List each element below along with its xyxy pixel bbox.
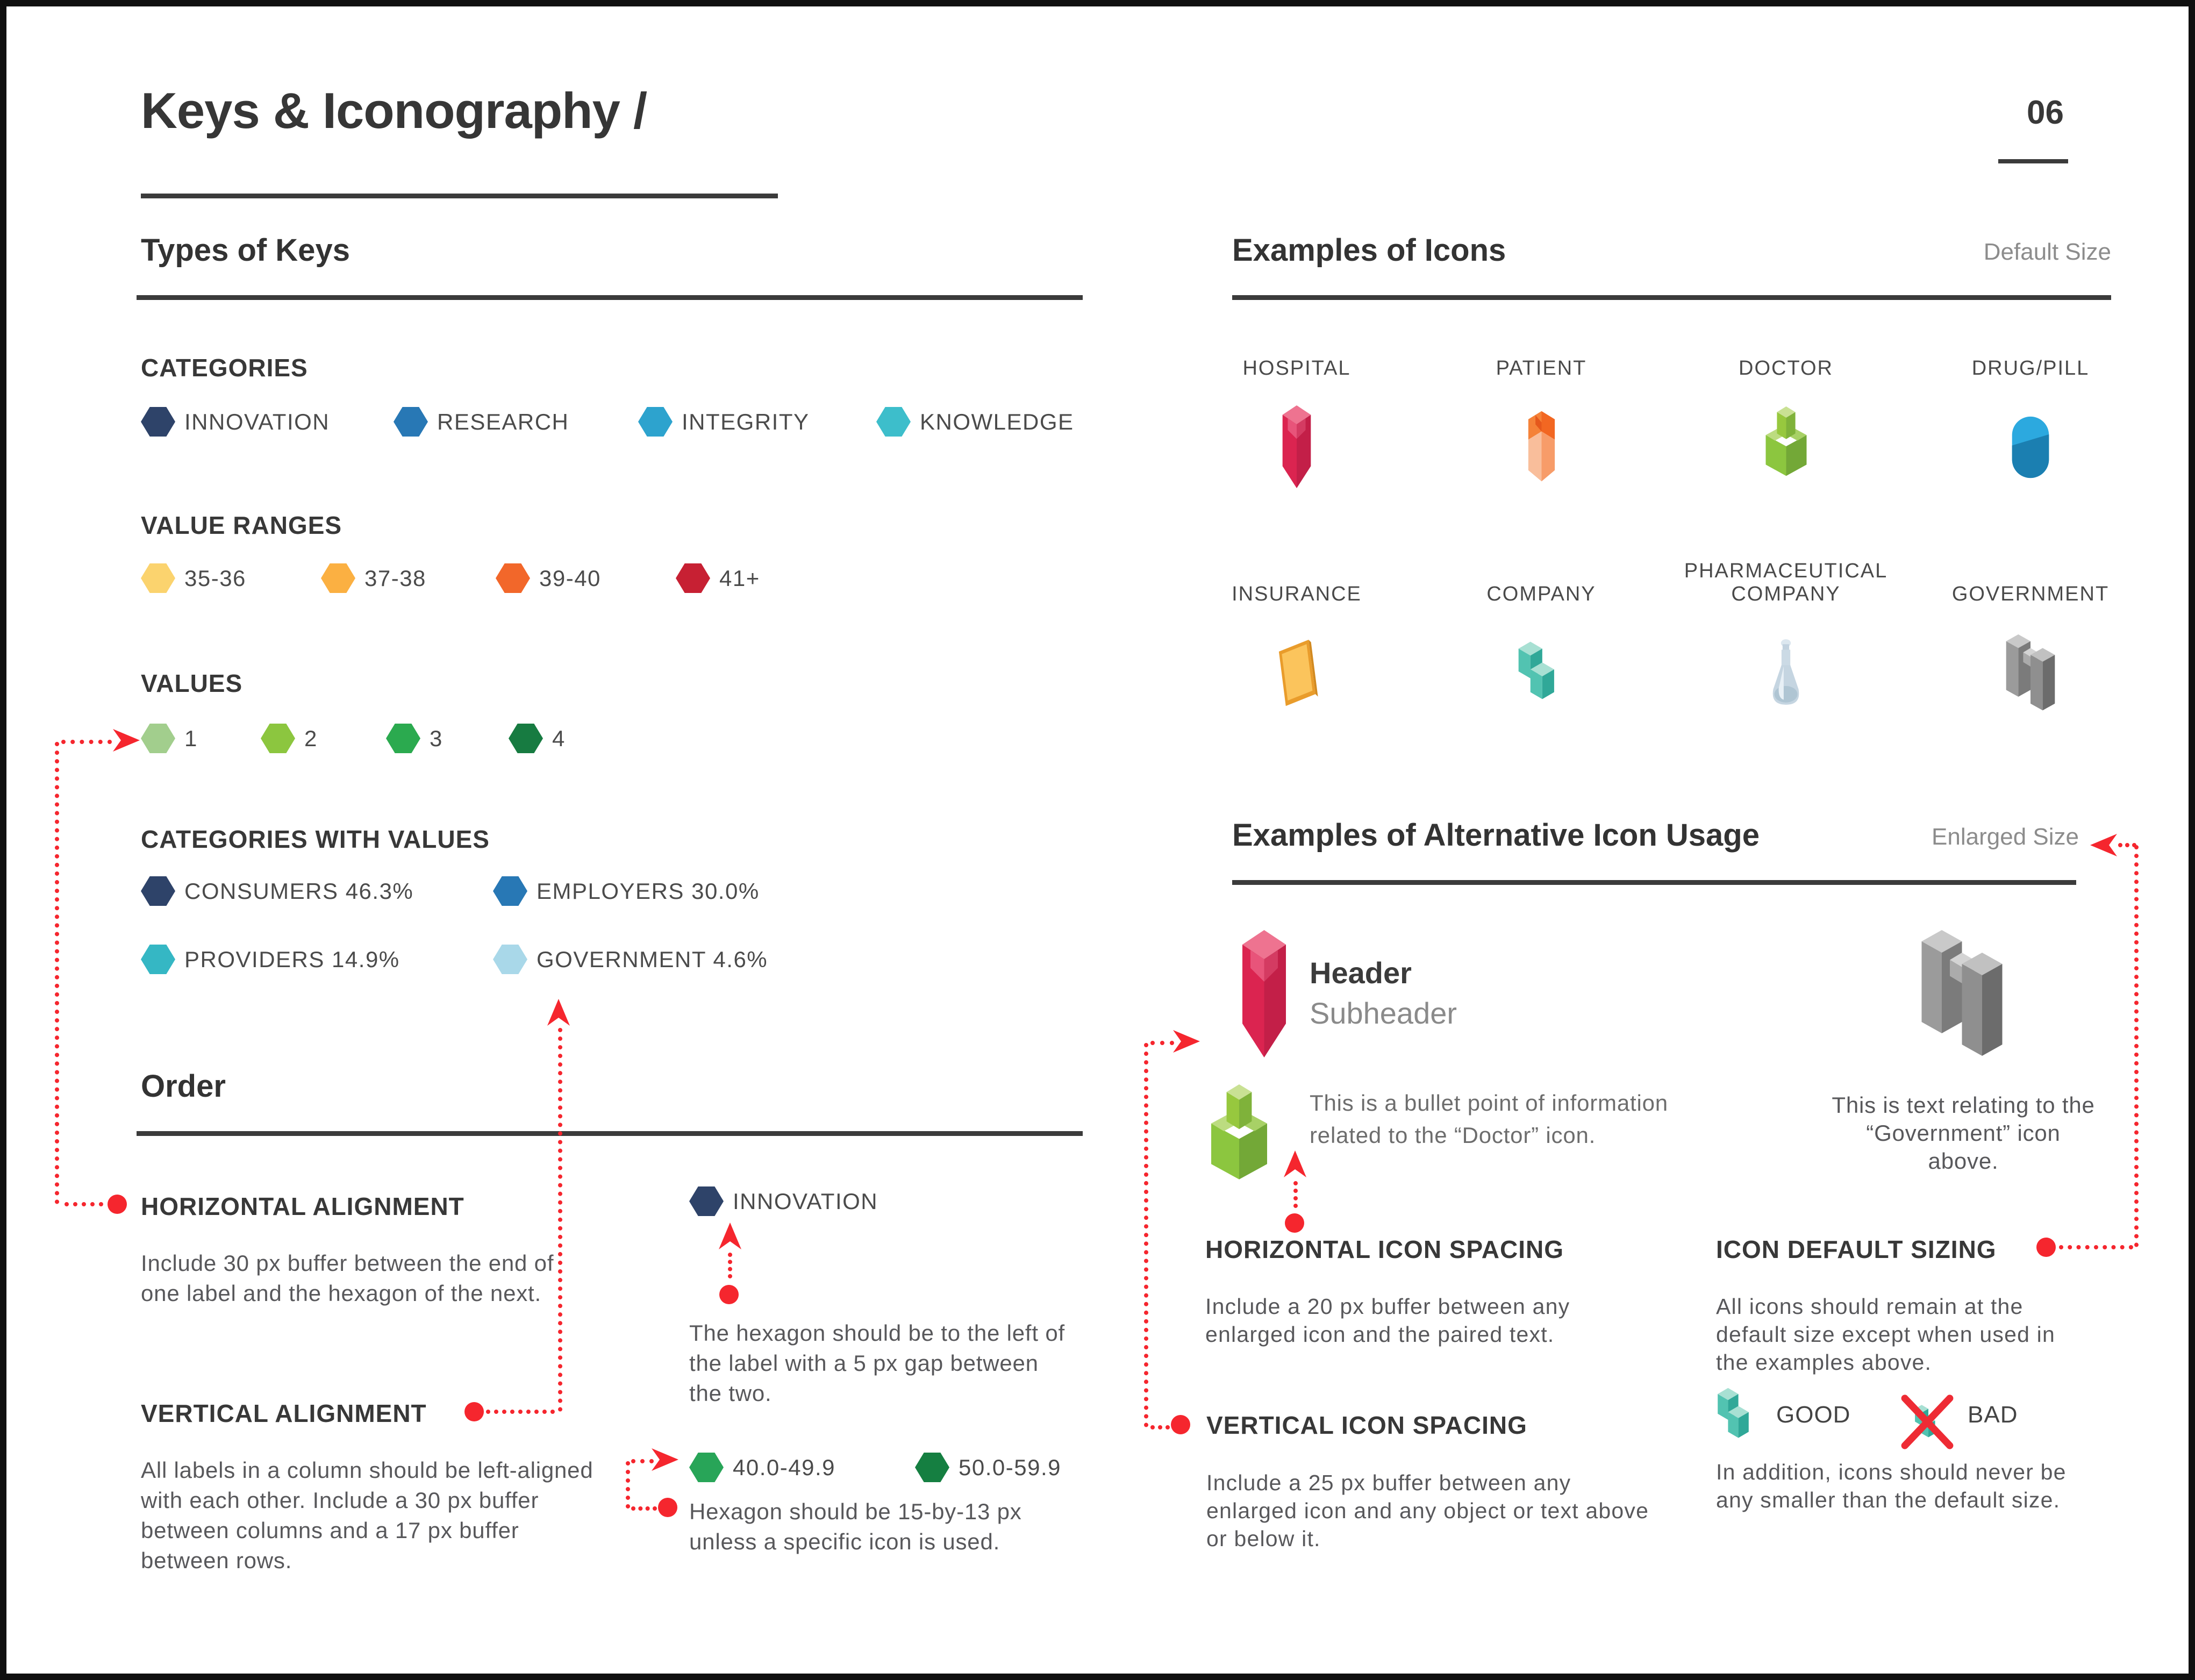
icon-cell-company [1423, 544, 1660, 740]
vertical-icon-spacing-body: Include a 25 px buffer between any enlarged icon and any object or text above or below it. [1206, 1470, 1649, 1551]
dotted-connector [558, 1028, 562, 1412]
government-icon-enlarged [1918, 930, 2006, 1062]
categories-with-values-label: CATEGORIES WITH VALUES [141, 825, 490, 853]
key-label: 40.0-49.9 [733, 1454, 835, 1480]
order-rule [137, 1131, 1083, 1136]
arrow-up-icon [547, 999, 570, 1026]
connector-dot [108, 1195, 127, 1214]
bad-label: BAD [1968, 1402, 2018, 1428]
vertical-alignment-heading: VERTICAL ALIGNMENT [141, 1399, 427, 1427]
connector-dot [2036, 1238, 2056, 1257]
horizontal-alignment-heading: HORIZONTAL ALIGNMENT [141, 1192, 464, 1220]
hexagon-swatch [141, 945, 175, 974]
dotted-connector [1150, 1041, 1174, 1045]
dotted-connector [486, 1410, 555, 1414]
dotted-connector [728, 1253, 732, 1278]
vertical-icon-spacing-heading: VERTICAL ICON SPACING [1206, 1411, 1527, 1439]
icon-label: PHARMACEUTICAL COMPANY [1684, 560, 1888, 605]
icon-label: GOVERNMENT [1951, 583, 2110, 605]
key-label: 3 [430, 725, 443, 751]
key-label: 1 [184, 725, 198, 751]
icon-default-sizing-heading: ICON DEFAULT SIZING [1716, 1235, 1997, 1263]
key-label: CONSUMERS 46.3% [184, 878, 414, 904]
arrow-right-icon [652, 1448, 678, 1471]
hospital-icon-enlarged [1228, 930, 1300, 1062]
key-range-41plus [676, 563, 760, 593]
good-label: GOOD [1776, 1402, 1851, 1428]
key-value-3 [386, 724, 443, 753]
icon-cell-drug-pill [1912, 348, 2149, 514]
hexagon-swatch [261, 724, 295, 753]
hexagon-swatch [493, 876, 527, 906]
icon-cell-pharmaceutical [1668, 544, 1904, 740]
hexagon-swatch [509, 724, 543, 753]
key-research [394, 407, 569, 437]
doctor-icon [1761, 380, 1812, 514]
hospital-icon [1273, 380, 1320, 514]
hexagon-swatch [915, 1453, 949, 1482]
hexagon-swatch [493, 945, 527, 974]
hexagon-swatch [496, 563, 530, 593]
hexagon-swatch [141, 724, 175, 753]
key-label: 50.0-59.9 [959, 1454, 1061, 1480]
hexagon-swatch [676, 563, 710, 593]
bad-cross-icon [1898, 1392, 1957, 1454]
key-consumers [141, 876, 413, 906]
hexagon-swatch [876, 407, 911, 437]
patient-icon [1516, 380, 1567, 514]
dotted-connector [2118, 843, 2136, 847]
hexagon-swatch [638, 407, 673, 437]
horizontal-alignment-body: Include 30 px buffer between the end of one label and the hexagon of the next. [141, 1250, 554, 1306]
drug-pill-icon [2009, 380, 2052, 514]
examples-of-icons-title: Examples of Icons [1232, 233, 1506, 268]
hexagon-example [689, 1186, 878, 1216]
order-title: Order [141, 1069, 226, 1104]
alt-usage-rule [1232, 880, 2076, 885]
icons-rule [1232, 295, 2111, 300]
key-value-2 [261, 724, 318, 753]
key-innovation [141, 407, 330, 437]
key-value-1 [141, 724, 198, 753]
doctor-icon-enlarged [1204, 1084, 1274, 1199]
icon-label: COMPANY [1486, 583, 1596, 605]
types-of-keys-title: Types of Keys [141, 233, 350, 268]
connector-dot [1171, 1415, 1190, 1434]
page-title: Keys & Iconography / [141, 82, 647, 139]
icon-default-sizing-body: All icons should remain at the default size except when used in the examples above. [1716, 1294, 2055, 1375]
icon-label: DOCTOR [1739, 357, 1833, 380]
types-of-keys-rule [137, 295, 1083, 300]
key-providers [141, 945, 400, 974]
hexagon-swatch [141, 876, 175, 906]
key-label: 4 [552, 725, 566, 751]
government-note: This is text relating to the “Government” icon above. [1832, 1092, 2095, 1174]
icon-cell-doctor [1668, 348, 1904, 514]
key-label: 2 [304, 725, 318, 751]
icon-cell-insurance [1178, 544, 1415, 740]
arrow-up-icon [719, 1223, 741, 1249]
icon-label: HOSPITAL [1242, 357, 1351, 380]
page-number-underline [1998, 159, 2068, 163]
connector-dot [719, 1285, 739, 1304]
insurance-icon [1272, 606, 1321, 740]
hexagon-swatch [394, 407, 428, 437]
hexagon-swatch [321, 563, 355, 593]
key-label: INNOVATION [733, 1188, 878, 1214]
arrow-right-icon [113, 729, 140, 752]
hexagon-swatch [689, 1186, 724, 1216]
key-range-50-59 [915, 1453, 1061, 1482]
icon-label: DRUG/PILL [1971, 357, 2090, 380]
key-label: 37-38 [364, 565, 426, 591]
icon-label: PATIENT [1496, 357, 1587, 380]
example-subheader: Subheader [1310, 996, 1457, 1030]
key-range-35-36 [141, 563, 246, 593]
connector-dot [464, 1402, 484, 1421]
categories-label: CATEGORIES [141, 354, 308, 382]
hexagon-swatch [386, 724, 420, 753]
key-range-40-49 [689, 1453, 835, 1482]
example-header: Header [1310, 956, 1412, 990]
key-government [493, 945, 768, 974]
key-label: RESEARCH [437, 409, 569, 434]
ranges-note: Hexagon should be 15-by-13 px unless a specific icon is used. [689, 1499, 1022, 1554]
icon-label: INSURANCE [1232, 583, 1362, 605]
arrow-left-icon [2090, 834, 2117, 856]
vertical-alignment-body: All labels in a column should be left-aligned with each other. Include a 30 px buffer between columns and a 17 px buffer between rows. [141, 1457, 594, 1573]
horizontal-icon-spacing-heading: HORIZONTAL ICON SPACING [1205, 1235, 1564, 1263]
icon-cell-hospital [1178, 348, 1415, 514]
arrow-up-icon [1284, 1150, 1306, 1177]
title-underline [141, 194, 778, 198]
connector-dot [658, 1498, 677, 1517]
company-icon [1517, 606, 1566, 740]
value-ranges-label: VALUE RANGES [141, 511, 342, 539]
dotted-connector [61, 740, 112, 744]
values-label: VALUES [141, 669, 243, 697]
dotted-connector [1150, 1425, 1170, 1429]
icon-cell-patient [1423, 348, 1660, 514]
key-label: GOVERNMENT 4.6% [537, 946, 768, 972]
doctor-note: This is a bullet point of information related to the “Doctor” icon. [1310, 1090, 1668, 1148]
key-value-4 [509, 724, 566, 753]
enlarged-size-note: Enlarged Size [1932, 824, 2079, 850]
key-label: EMPLOYERS 30.0% [537, 878, 760, 904]
hexagon-note: The hexagon should be to the left of the label with a 5 px gap between the two. [689, 1320, 1065, 1406]
key-employers [493, 876, 760, 906]
key-label: INTEGRITY [682, 409, 810, 434]
icon-cell-government [1912, 544, 2149, 740]
arrow-right-icon [1173, 1030, 1200, 1053]
icon-default-sizing-body-2: In addition, icons should never be any smaller than the default size. [1716, 1460, 2067, 1512]
hexagon-swatch [141, 563, 175, 593]
key-label: PROVIDERS 14.9% [184, 946, 400, 972]
key-label: 39-40 [539, 565, 601, 591]
dotted-connector [1293, 1181, 1298, 1208]
hexagon-swatch [141, 407, 175, 437]
page-number: 06 [2027, 94, 2064, 131]
key-integrity [638, 407, 810, 437]
key-knowledge [876, 407, 1074, 437]
dotted-connector [1144, 1043, 1148, 1427]
default-size-note: Default Size [1983, 239, 2111, 265]
dotted-connector [55, 742, 59, 1204]
key-label: 41+ [719, 565, 760, 591]
government-icon [2004, 606, 2057, 740]
key-range-37-38 [321, 563, 426, 593]
dotted-connector [2134, 845, 2139, 1247]
dotted-connector [631, 1459, 654, 1463]
alt-usage-title: Examples of Alternative Icon Usage [1232, 818, 1760, 853]
dotted-connector [2059, 1245, 2133, 1249]
good-example-icon [1716, 1385, 1759, 1448]
dotted-connector [65, 1202, 103, 1206]
hexagon-swatch [689, 1453, 724, 1482]
dotted-connector [631, 1506, 657, 1511]
key-label: 35-36 [184, 565, 246, 591]
key-range-39-40 [496, 563, 601, 593]
connector-dot [1285, 1213, 1304, 1233]
dotted-connector [626, 1461, 630, 1509]
key-label: INNOVATION [184, 409, 330, 434]
pharmaceutical-flask-icon [1764, 606, 1808, 740]
horizontal-icon-spacing-body: Include a 20 px buffer between any enlarged icon and the paired text. [1205, 1294, 1570, 1347]
key-label: KNOWLEDGE [920, 409, 1074, 434]
